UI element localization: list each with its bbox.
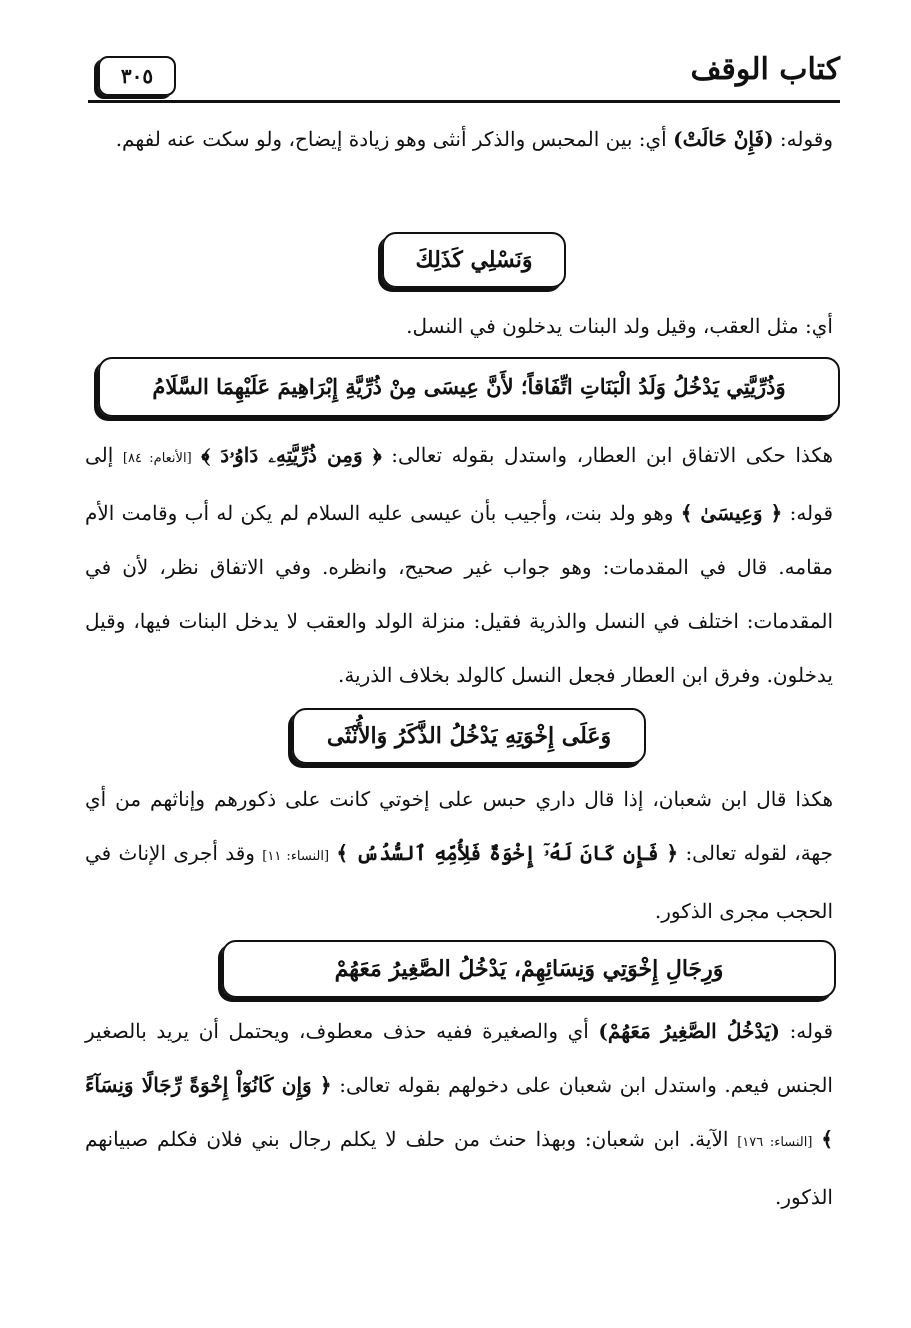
quran-verse: ﴿ وَعِيسَىٰ ﴾ — [680, 501, 783, 525]
commentary-text: هكذا قال ابن شعبان، إذا قال داري حبس على إخوتي كانت على ذكورهم وإناثهم من أي جهة، لقوله تعالى: — [85, 787, 834, 865]
quran-verse: ﴿ وَمِن ذُرِّيَّتِهِۦ دَاوُۥدَ ﴾ — [201, 443, 382, 467]
quoted-matn: (فَإِنْ حَالَتْ) — [673, 127, 774, 151]
matn-box-2: وَذُرِّيَّتِي يَدْخُلُ وَلَدُ الْبَنَاتِ اتِّفَاقاً؛ لأَنَّ عِيسَى مِنْ ذُرِّيَّةِ إِبْرَاهِيمَ عَلَيْهِمَا السَّلَامُ — [98, 357, 840, 417]
commentary-text: أي: بين المحبس والذكر أنثى وهو زيادة إيضاح، ولو سكت عنه لفهم. — [115, 127, 667, 151]
paragraph-5 — [85, 1004, 833, 1224]
lead-word: قوله: — [789, 1019, 834, 1043]
matn-box-4: وَرِجَالِ إِخْوَتِي وَنِسَائِهِمْ، يَدْخُلُ الصَّغِيرُ مَعَهُمْ — [222, 940, 836, 998]
page-header — [88, 52, 840, 100]
header-rule — [88, 100, 840, 103]
quran-verse: ﴿ وَإِن كَانُوٓاْ إِخْوَةً رِّجَالًا وَنِسَآءً ﴾ — [85, 1073, 833, 1151]
verse-reference: [الأنعام: ٨٤] — [122, 451, 192, 466]
matn-box-3: وَعَلَى إِخْوَتِهِ يَدْخُلُ الذَّكَرُ وَالأُنْثَى — [292, 708, 646, 764]
commentary-text: الآية. ابن شعبان: وبهذا حنث من حلف لا يكلم رجال بني فلان فكلم صبيانهم الذكور. — [85, 1127, 833, 1209]
quran-verse: ﴿ فَإِن كَانَ لَهُۥٓ إِخْوَةٌ فَلِأُمِّهِ ٱلسُّدُسُ ﴾ — [336, 841, 679, 865]
paragraph-4 — [85, 772, 833, 938]
commentary-text: هكذا حكى الاتفاق ابن العطار، واستدل بقوله تعالى: — [391, 443, 834, 467]
paragraph-2: أي: مثل العقب، وقيل ولد البنات يدخلون في النسل. — [406, 314, 833, 338]
commentary-text: وقد أجرى الإناث في الحجب مجرى الذكور. — [85, 841, 833, 923]
verse-reference: [النساء: ١٧٦] — [737, 1135, 813, 1150]
paragraph-3 — [85, 428, 833, 702]
page-number: ٣٠٥ — [98, 56, 176, 96]
verse-reference: [النساء: ١١] — [262, 849, 330, 864]
lead-word: وقوله: — [779, 127, 833, 151]
commentary-text: أي والصغيرة ففيه حذف معطوف، ويحتمل أن يريد بالصغير الجنس فيعم. واستدل ابن شعبان على دخولهم بقوله تعالى: — [85, 1019, 833, 1097]
commentary-text: وهو ولد بنت، وأجيب بأن عيسى عليه السلام لم يكن له أب وقامت الأم مقامه. قال في المقدمات: وهو جواب غير صحيح، وانظره. وفي الاتفاق نظر، لأن في المقدمات: اختلف في النسل والذرية فقيل: منزلة الولد والعقب لا يدخل البنات فيها، وقيل يدخلون. وفرق ابن العطار فجعل النسل كالولد بخلاف الذرية. — [85, 501, 833, 687]
commentary-text: إلى قوله: — [85, 443, 834, 525]
book-title: كتاب الوقف — [690, 52, 840, 87]
paragraph-1 — [85, 112, 833, 166]
quoted-matn: (يَدْخُلُ الصَّغِيرُ مَعَهُمْ) — [598, 1019, 780, 1043]
matn-box-1: وَنَسْلِي كَذَلِكَ — [382, 232, 566, 288]
